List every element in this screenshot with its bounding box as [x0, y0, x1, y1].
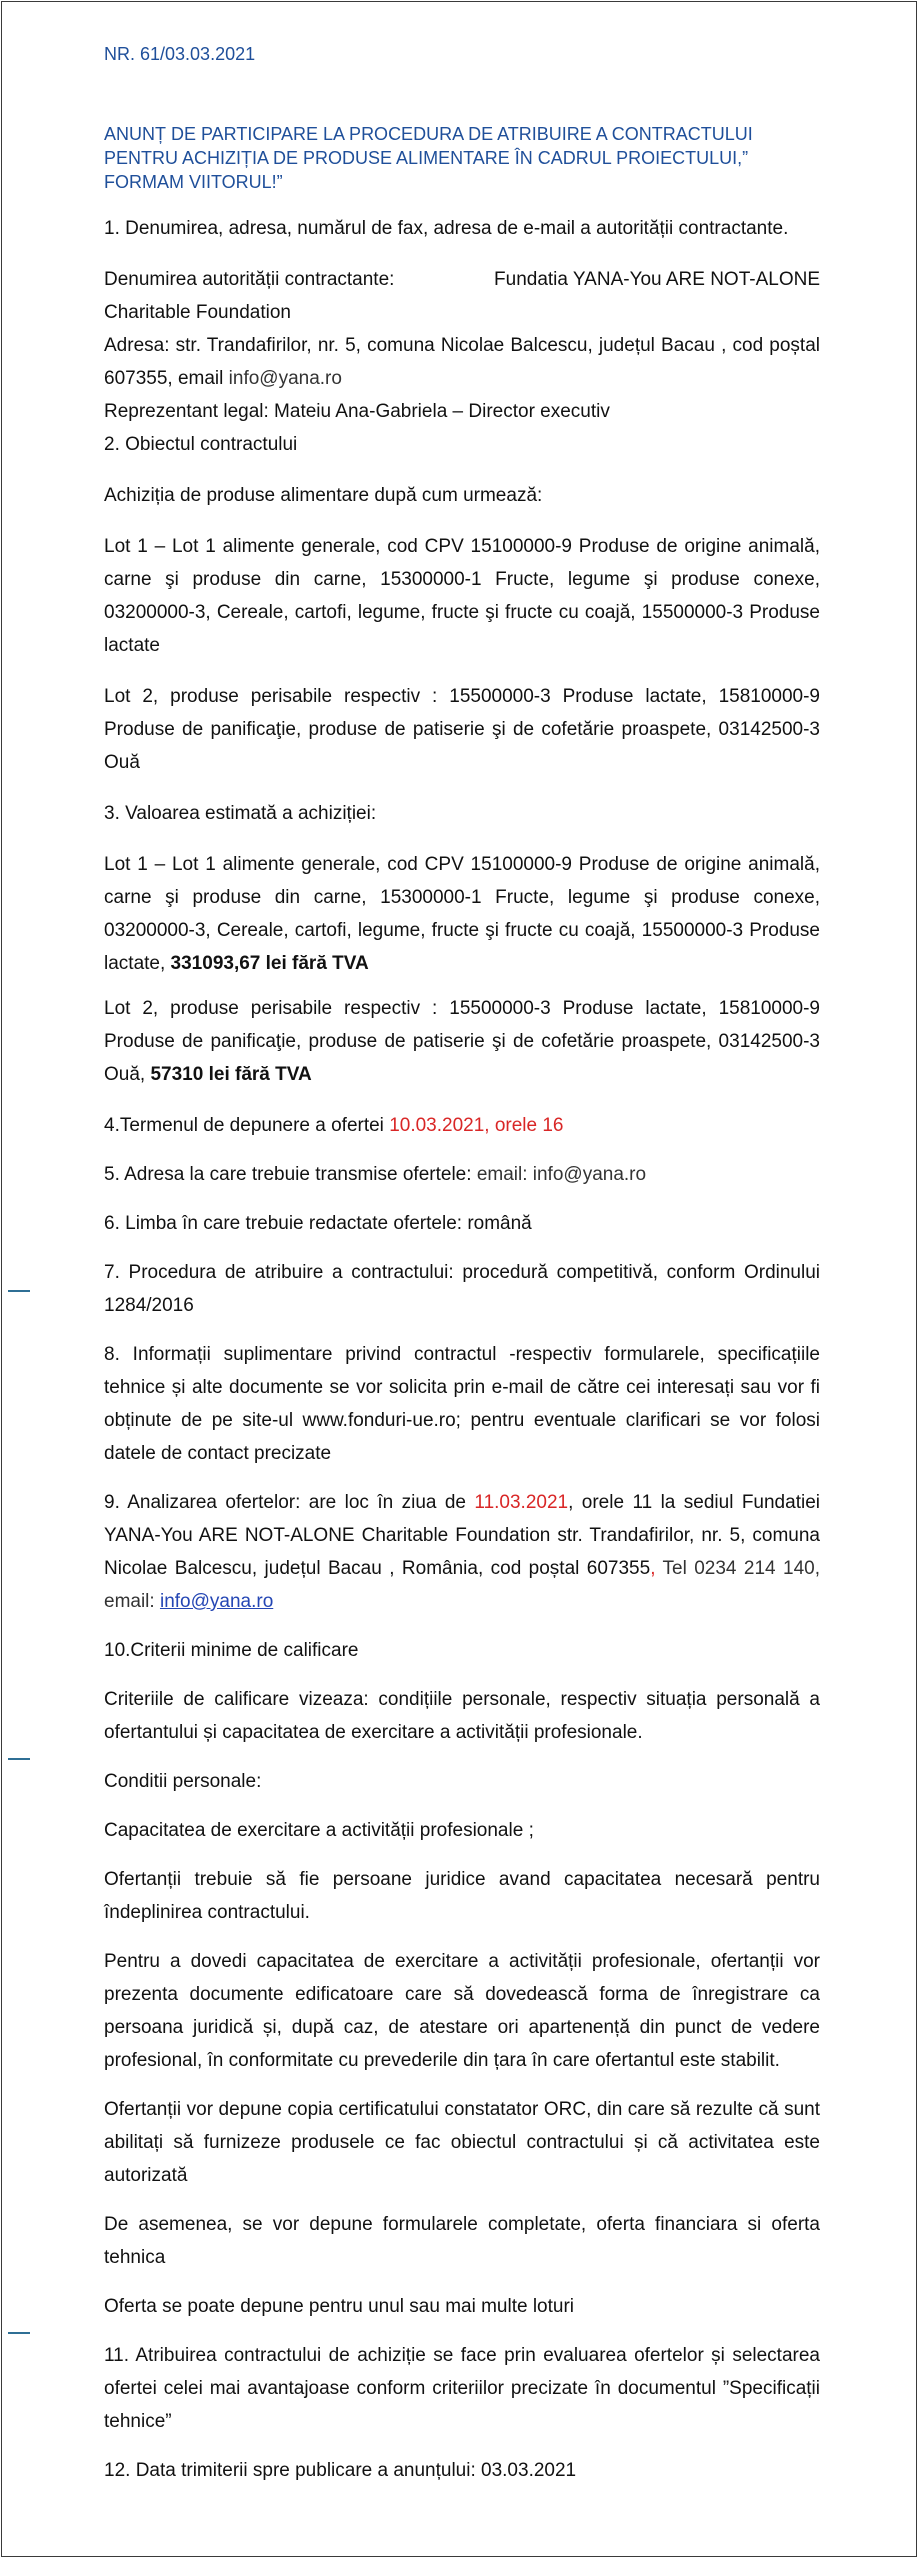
section-1-heading: 1. Denumirea, adresa, numărul de fax, adresa de e-mail a autorității contractante. [104, 218, 789, 239]
section-6: 6. Limba în care trebuie redactate ofertele: română [104, 1213, 532, 1234]
lot-2-value-text: Lot 2, produse perisabile respectiv : 15500000-3 Produse lactate, 15810000-9 Produse de panificaţie, produse de patiserie şi de cofetărie proaspete, 03142500-3 Ouă, [104, 998, 820, 1085]
section-9-address: , orele 11 la sediul Fundatiei YANA-You ARE NOT-ALONE Charitable Foundation str. Trandafirilor, nr. 5, comuna Nicolae Balcescu, județul Bacau , România, cod poștal 607355 [104, 1492, 820, 1579]
section-4 [104, 1109, 820, 1142]
section-8: 8. Informații suplimentare privind contractul -respectiv formularele, specificațiile tehnice și alte documente se vor solicita prin e-mail de către cei interesați sau vor fi obținute de pe site-ul www.fonduri-ue.ro; pentru eventuale clarificari se vor folosi datele de contact precizate [104, 1344, 820, 1464]
section-9-comma: , [650, 1558, 656, 1579]
authority-line [104, 263, 820, 296]
evaluation-date: 11.03.2021 [474, 1492, 569, 1513]
lot-1-value-paragraph [104, 848, 820, 980]
section-9-label: 9. Analizarea ofertelor: are loc în ziua de [104, 1492, 475, 1513]
submission-deadline: 10.03.2021, orele 16 [389, 1115, 564, 1136]
section-5-email[interactable]: email: info@yana.ro [476, 1164, 647, 1185]
section-10-paragraph-2: Pentru a dovedi capacitatea de exercitare a activității profesionale, ofertanții vor prezenta documente edificatoare care să dovedească forma de înregistrare ca persoana juridică și, după caz, de atestare ori apartenență din punct de vedere profesional, în conformitate cu prevederile din țara în care ofertantul este stabilit. [104, 1951, 820, 2071]
lot-1-description: Lot 1 – Lot 1 alimente generale, cod CPV 15100000-9 Produse de origine animală, carne şi produse din carne, 15300000-1 Fructe, legume şi produse conexe, 03200000-3, Cereale, cartofi, legume, fructe şi fructe cu coajă, 15500000-3 Produse lactate [104, 536, 820, 656]
section-9 [104, 1486, 820, 1618]
address-text: Adresa: str. Trandafirilor, nr. 5, comuna Nicolae Balcescu, județul Bacau , cod poștal 607355, email [104, 335, 820, 389]
margin-mark-2 [8, 1758, 30, 1760]
authority-value-line2: Charitable Foundation [104, 302, 291, 323]
lot-2-description: Lot 2, produse perisabile respectiv : 15500000-3 Produse lactate, 15810000-9 Produse de panificaţie, produse de patiserie şi de cofetărie proaspete, 03142500-3 Ouă [104, 686, 820, 773]
lot-1-value-amount: 331093,67 lei fără TVA [170, 953, 369, 974]
section-10-heading: 10.Criterii minime de calificare [104, 1640, 359, 1661]
lot-1-value-text: Lot 1 – Lot 1 alimente generale, cod CPV 15100000-9 Produse de origine animală, carne şi produse din carne, 15300000-1 Fructe, legume şi produse conexe, 03200000-3, Cereale, cartofi, legume, fructe şi fructe cu coajă, 15500000-3 Produse lactate, [104, 854, 820, 974]
section-10-personal-conditions: Conditii personale: [104, 1771, 262, 1792]
address-email[interactable]: info@yana.ro [228, 368, 342, 389]
section-7: 7. Procedura de atribuire a contractului: procedură competitivă, conform Ordinului 1284/2016 [104, 1262, 820, 1316]
lot-2-value-paragraph [104, 992, 820, 1091]
section-10-paragraph-1: Ofertanții trebuie să fie persoane juridice avand capacitatea necesară pentru îndeplinirea contractului. [104, 1869, 820, 1923]
authority-value-line1: Fundatia YANA-You ARE NOT-ALONE [494, 269, 820, 290]
lot-2-value-amount: 57310 lei fără TVA [150, 1064, 312, 1085]
document-content [104, 38, 820, 2487]
section-9-phone: Tel 0234 214 140, email: [104, 1558, 820, 1612]
section-2-intro: Achiziția de produse alimentare după cum urmează: [104, 485, 543, 506]
section-10-paragraph-5: Oferta se poate depune pentru unul sau mai multe loturi [104, 2296, 575, 2317]
section-12: 12. Data trimiterii spre publicare a anunțului: 03.03.2021 [104, 2460, 577, 2481]
section-10-paragraph-3: Ofertanții vor depune copia certificatului constatator ORC, din care să rezulte că sunt abilitați să furnizeze produsele ce fac obiectul contractului și că activitatea este autorizată [104, 2099, 820, 2186]
section-2-heading: 2. Obiectul contractului [104, 434, 298, 455]
section-10-intro: Criteriile de calificare vizeaza: condițiile personale, respectiv situația personală a ofertantului și capacitatea de exercitare a activității profesionale. [104, 1689, 820, 1743]
section-5 [104, 1158, 820, 1191]
authority-label: Denumirea autorității contractante: [104, 269, 395, 290]
section-11: 11. Atribuirea contractului de achiziție se face prin evaluarea ofertelor și selectarea ofertei celei mai avantajoase conform criteriilor precizate în documentul ”Specificații tehnice” [104, 2345, 820, 2432]
section-5-label: 5. Adresa la care trebuie transmise ofertele: [104, 1164, 477, 1185]
section-4-label: 4.Termenul de depunere a ofertei [104, 1115, 390, 1136]
authority-block [104, 263, 820, 329]
address-paragraph [104, 329, 820, 395]
announcement-title: ANUNȚ DE PARTICIPARE LA PROCEDURA DE ATRIBUIRE A CONTRACTULUI PENTRU ACHIZIȚIA DE PRODUSE ALIMENTARE ÎN CADRUL PROIECTULUI,” FORMAM VIITORUL!” [104, 124, 753, 192]
section-3-heading: 3. Valoarea estimată a achiziției: [104, 803, 377, 824]
section-10-paragraph-4: De asemenea, se vor depune formularele completate, oferta financiara si oferta tehnica [104, 2214, 820, 2268]
section-9-email-link[interactable]: info@yana.ro [159, 1591, 274, 1612]
margin-mark-1 [8, 1290, 30, 1292]
section-10-capacity: Capacitatea de exercitare a activității profesionale ; [104, 1820, 534, 1841]
document-number: NR. 61/03.03.2021 [104, 44, 256, 64]
legal-representative: Reprezentant legal: Mateiu Ana-Gabriela – Director executiv [104, 401, 610, 422]
margin-mark-3 [8, 2332, 30, 2334]
